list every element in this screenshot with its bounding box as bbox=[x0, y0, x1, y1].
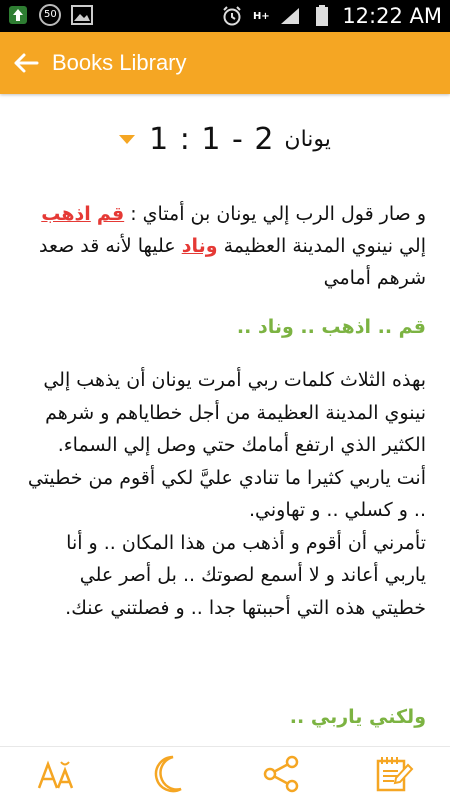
highlight-word: وناد bbox=[181, 235, 218, 257]
app-title: Books Library bbox=[52, 50, 187, 75]
paragraph-line: أنت ياربي كثيرا ما تنادي عليَّ لكي أقوم من خطيتي .. و كسلي .. و تهاوني. bbox=[27, 466, 426, 521]
reference-numbers[interactable]: 1 : 1 - 2 bbox=[149, 122, 275, 157]
notification-count-icon bbox=[38, 3, 62, 27]
section-heading: قم .. اذهب .. وناد .. bbox=[236, 316, 426, 338]
night-mode-moon-icon bbox=[151, 754, 187, 794]
night-mode-button[interactable] bbox=[139, 747, 199, 801]
paragraph-line: بهذه الثلاث كلمات ربي أمرت يونان أن يذهب إلي نينوي المدينة العظيمة من أجل خطاياهم و شرهم الكثير الذي ارتفع أمامك حتي وصل إلي السماء. bbox=[43, 369, 426, 456]
notes-button[interactable] bbox=[364, 747, 424, 801]
battery-icon bbox=[310, 4, 334, 28]
bottom-toolbar bbox=[0, 746, 450, 801]
signal-icon bbox=[278, 4, 302, 28]
meditation-paragraph bbox=[24, 364, 426, 624]
notification-icons bbox=[6, 3, 94, 27]
verse-part: و صار قول الرب إلي يونان بن أمتاي : bbox=[124, 203, 426, 225]
dropdown-caret-icon[interactable] bbox=[119, 135, 135, 144]
notes-icon bbox=[374, 755, 414, 793]
section-heading: ولكني ياربي .. bbox=[289, 706, 426, 728]
back-button[interactable] bbox=[0, 32, 52, 94]
share-icon bbox=[261, 755, 301, 793]
chapter-selector[interactable] bbox=[0, 122, 450, 157]
image-icon bbox=[70, 3, 94, 27]
highlight-word: اذهب bbox=[41, 203, 91, 225]
share-button[interactable] bbox=[251, 747, 311, 801]
upload-icon bbox=[6, 3, 30, 27]
status-time: 12:22 AM bbox=[342, 4, 442, 28]
app-bar bbox=[0, 32, 450, 94]
network-type-icon bbox=[252, 4, 270, 28]
verse-text bbox=[24, 198, 426, 294]
highlight-word: قم bbox=[96, 203, 125, 225]
notification-badge: 50 bbox=[44, 9, 57, 20]
reference-book[interactable]: يونان bbox=[284, 127, 331, 152]
status-bar bbox=[0, 0, 450, 32]
font-size-button[interactable] bbox=[26, 747, 86, 801]
alarm-icon bbox=[220, 4, 244, 28]
font-size-icon bbox=[36, 756, 76, 792]
status-right bbox=[220, 0, 442, 32]
paragraph-line: تأمرني أن أقوم و أذهب من هذا المكان .. و أنا ياربي أعاند و لا أسمع لصوتك .. بل أصر علي خطيتي هذه التي أحببتها جدا .. و فصلتني عنك. bbox=[65, 531, 426, 619]
reading-content[interactable] bbox=[0, 94, 450, 746]
verse-part: إلي نينوي المدينة العظيمة bbox=[217, 235, 426, 257]
network-label: H+ bbox=[252, 10, 270, 22]
arrow-left-icon bbox=[13, 52, 39, 74]
verse-part: عليها لأنه قد صعد شرهم أمامي bbox=[38, 235, 426, 289]
